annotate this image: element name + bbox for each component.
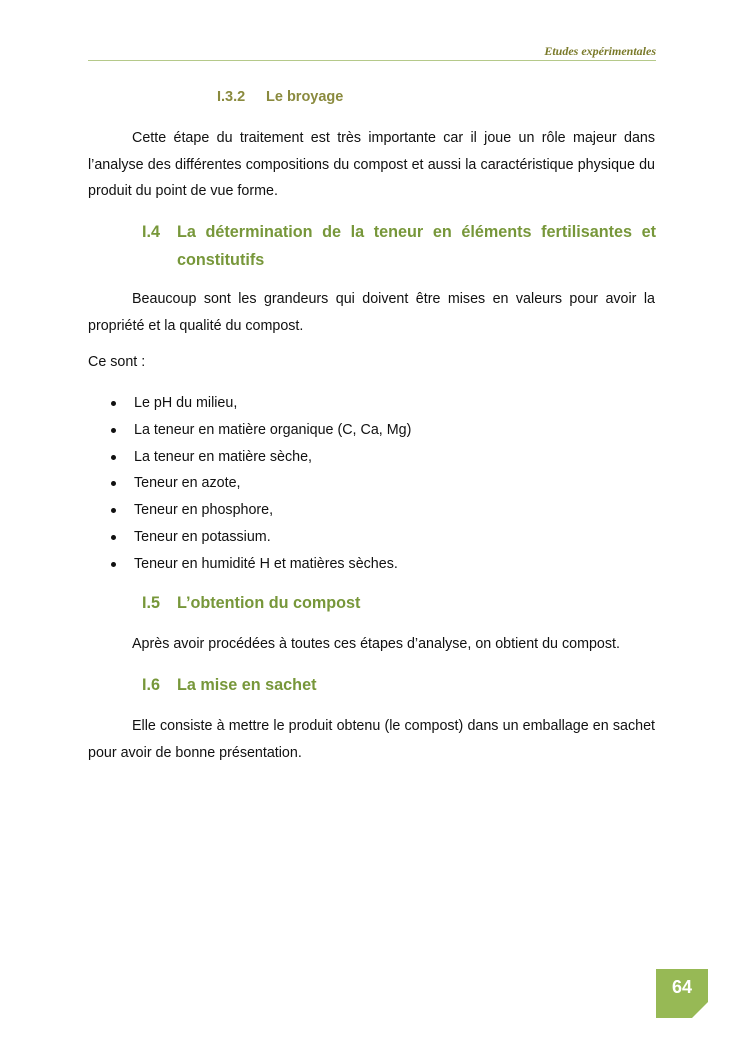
heading-title: L’obtention du compost xyxy=(177,594,361,612)
parameter-list xyxy=(88,390,411,578)
page-fold-icon xyxy=(692,1002,708,1018)
heading-number: I.6 xyxy=(142,676,160,694)
paragraph-mise-en-sachet: Elle consiste à mettre le produit obtenu (le compost) dans un emballage en sachet pour avoir de bonne présentation. xyxy=(88,718,655,761)
heading-number: I.5 xyxy=(142,594,160,612)
heading-number: I.4 xyxy=(142,223,160,241)
list-item: Le pH du milieu, xyxy=(88,390,411,417)
bullet-icon xyxy=(111,562,116,567)
paragraph-obtention: Après avoir procédées à toutes ces étapes d’analyse, on obtient du compost. xyxy=(132,636,620,652)
bullet-icon xyxy=(111,508,116,513)
header-rule xyxy=(88,60,656,61)
heading-broyage xyxy=(217,89,343,105)
heading-title: La mise en sachet xyxy=(177,676,317,694)
bullet-icon xyxy=(111,401,116,406)
heading-determination xyxy=(142,218,656,274)
list-item: Teneur en potassium. xyxy=(88,524,411,551)
paragraph-ce-sont: Ce sont : xyxy=(88,354,146,370)
paragraph-broyage: Cette étape du traitement est très importante car il joue un rôle majeur dans l’analyse des différentes compositions du compost et aussi la caractéristique physique du produit du point de vue forme. xyxy=(88,130,655,199)
page-number-badge xyxy=(656,969,708,1018)
heading-title: Le broyage xyxy=(266,89,344,105)
list-item: La teneur en matière sèche, xyxy=(88,444,411,471)
heading-mise-en-sachet xyxy=(142,676,316,695)
paragraph-grandeurs: Beaucoup sont les grandeurs qui doivent être mises en valeurs pour avoir la propriété et la qualité du compost. xyxy=(88,291,655,334)
page-number: 64 xyxy=(671,977,693,997)
running-header: Etudes expérimentales xyxy=(544,44,656,58)
heading-obtention xyxy=(142,594,360,613)
list-item: Teneur en humidité H et matières sèches. xyxy=(88,551,411,578)
bullet-icon xyxy=(111,535,116,540)
heading-title: La détermination de la teneur en éléments fertilisantes et constitutifs xyxy=(177,223,656,269)
bullet-icon xyxy=(111,481,116,486)
heading-number: I.3.2 xyxy=(217,89,246,105)
bullet-icon xyxy=(111,428,116,433)
list-item: La teneur en matière organique (C, Ca, Mg) xyxy=(88,417,411,444)
list-item: Teneur en phosphore, xyxy=(88,497,411,524)
list-item: Teneur en azote, xyxy=(88,470,411,497)
bullet-icon xyxy=(111,455,116,460)
